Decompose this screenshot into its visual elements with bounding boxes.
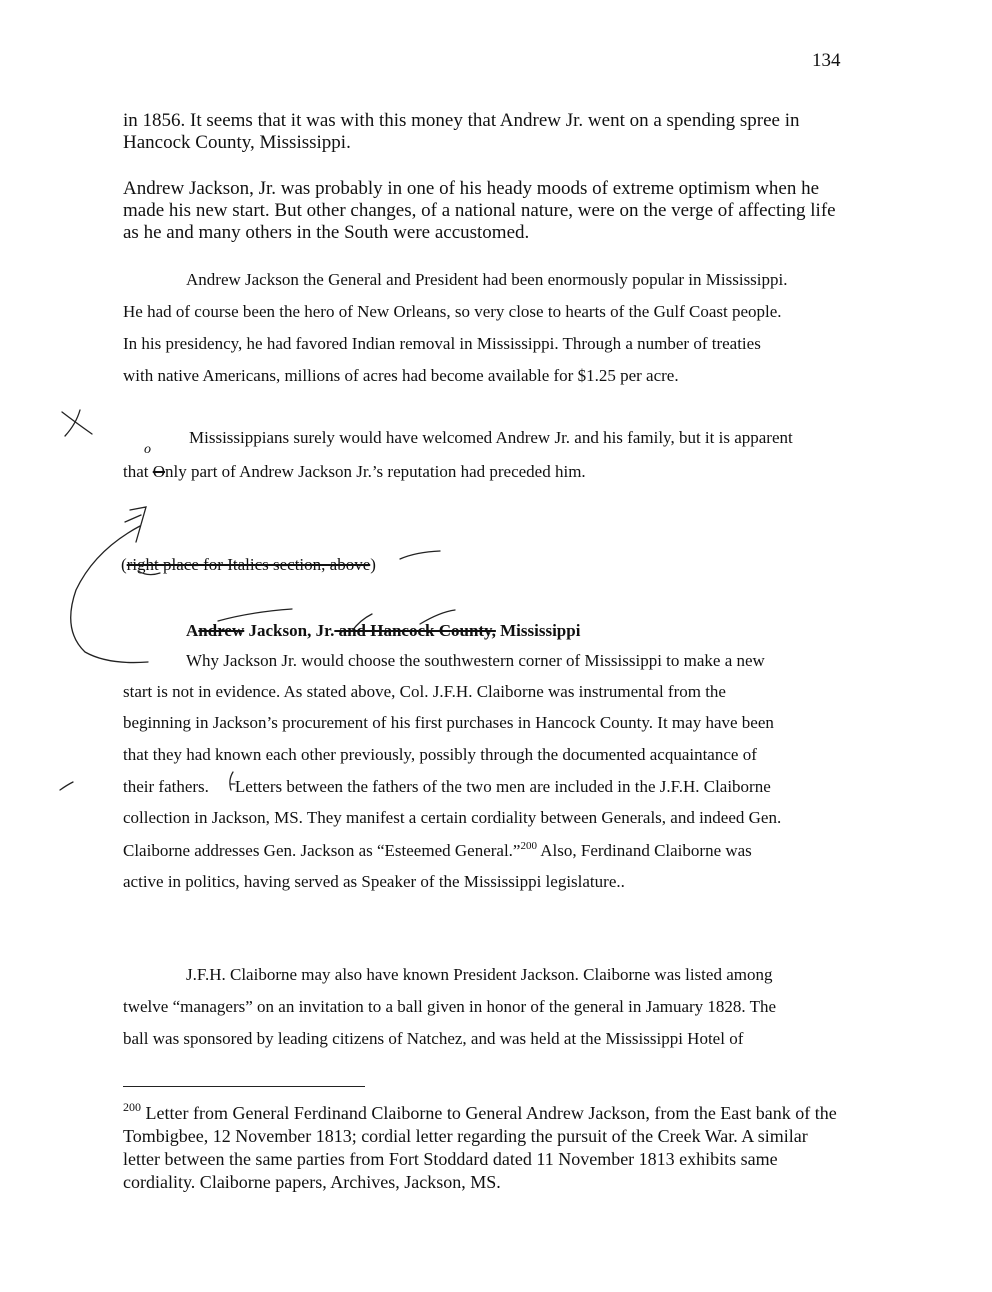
note-close-paren: ): [370, 555, 376, 574]
margin-tick-icon: [60, 782, 73, 790]
paragraph-2: Andrew Jackson, Jr. was probably in one of his heady moods of extreme optimism when he made his new start. But other changes, of a national nature, were on the verge of affecting life as he and many others in the South were accustomed.: [123, 178, 836, 243]
paragraph-6-line-3: ball was sponsored by leading citizens of Natchez, and was held at the Mississippi Hotel of: [123, 1029, 744, 1048]
footnote-number: 200: [123, 1100, 141, 1114]
heading-struck-2: and Hancock County,: [334, 621, 496, 640]
paragraph-5-line-5b: Letters between the fathers of the two men are included in the J.F.H. Claiborne: [234, 777, 771, 796]
paragraph-5-line-1: Why Jackson Jr. would choose the southwestern corner of Mississippi to make a new: [186, 651, 765, 670]
move-loop-icon: [71, 526, 148, 663]
footnote-ref-200: 200: [520, 840, 537, 852]
paragraph-6-line-2: twelve “managers” on an invitation to a ball given in honor of the general in Jamuary 1828. The: [123, 997, 777, 1016]
cross-mark-icon: [62, 412, 92, 434]
insertion-arrow-icon: [130, 507, 146, 542]
paragraph-5-line-2: start is not in evidence. As stated above, Col. J.F.H. Claiborne was instrumental from the: [123, 682, 726, 701]
heading-pre: A: [186, 621, 199, 640]
paragraph-4-line-1: Mississippians surely would have welcomed Andrew Jr. and his family, but it is apparent: [189, 428, 793, 447]
paragraph-5-line-7a: Claiborne addresses Gen. Jackson as “Esteemed General.”: [123, 841, 521, 860]
handwritten-insert-o: o: [144, 442, 151, 457]
paragraph-1: in 1856. It seems that it was with this money that Andrew Jr. went on a spending spree in Hancock County, Mississippi.: [123, 110, 800, 153]
heading-edit-marks: [218, 609, 455, 631]
paragraph-4-text-pre: that: [123, 462, 153, 481]
heading-post: Mississippi: [495, 621, 581, 640]
footnote-text: Letter from General Ferdinand Claiborne to General Andrew Jackson, from the East bank of the Tombigbee, 12 November 1813; cordial letter regarding the pursuit of the Creek War. A similar letter between the same parties from Fort Stoddard dated 11 November 1813 exhibits same cordiality. Claiborne papers, Archives, Jackson, MS.: [123, 1103, 837, 1192]
note-open-paren: (: [121, 555, 127, 574]
paragraph-6-line-1: J.F.H. Claiborne may also have known President Jackson. Claiborne was listed among: [186, 965, 773, 984]
paragraph-5-line-3: beginning in Jackson’s procurement of his first purchases in Hancock County. It may have been: [123, 713, 774, 732]
struck-capital-o: O: [152, 462, 166, 481]
heading-mid: Jackson, Jr.: [244, 621, 335, 640]
paragraph-3-line-1: Andrew Jackson the General and President had been enormously popular in Mississippi.: [186, 270, 788, 289]
heading-struck-1: ndrew: [198, 621, 245, 640]
paragraph-5-line-4: that they had known each other previously, possibly through the documented acquaintance of: [123, 745, 757, 764]
paragraph-3-line-4: with native Americans, millions of acres had become available for $1.25 per acre.: [123, 366, 679, 385]
paragraph-5-line-7b: Also, Ferdinand Claiborne was: [536, 841, 752, 860]
paragraph-5-line-5a: their fathers.: [123, 777, 209, 796]
paragraph-3-line-3: In his presidency, he had favored Indian removal in Mississippi. Through a number of treaties: [123, 334, 761, 353]
paragraph-3-line-2: He had of course been the hero of New Orleans, so very close to hearts of the Gulf Coast people.: [123, 302, 782, 321]
paragraph-5-line-6: collection in Jackson, MS. They manifest a certain cordiality between Generals, and indeed Gen.: [123, 808, 782, 827]
note-struck-text: right place for Italics section, above: [126, 555, 371, 574]
paragraph-4-text-post: nly part of Andrew Jackson Jr.’s reputation had preceded him.: [165, 462, 586, 481]
paragraph-5-line-8: active in politics, having served as Speaker of the Mississippi legislature..: [123, 872, 625, 891]
page-number: 134: [812, 50, 841, 71]
